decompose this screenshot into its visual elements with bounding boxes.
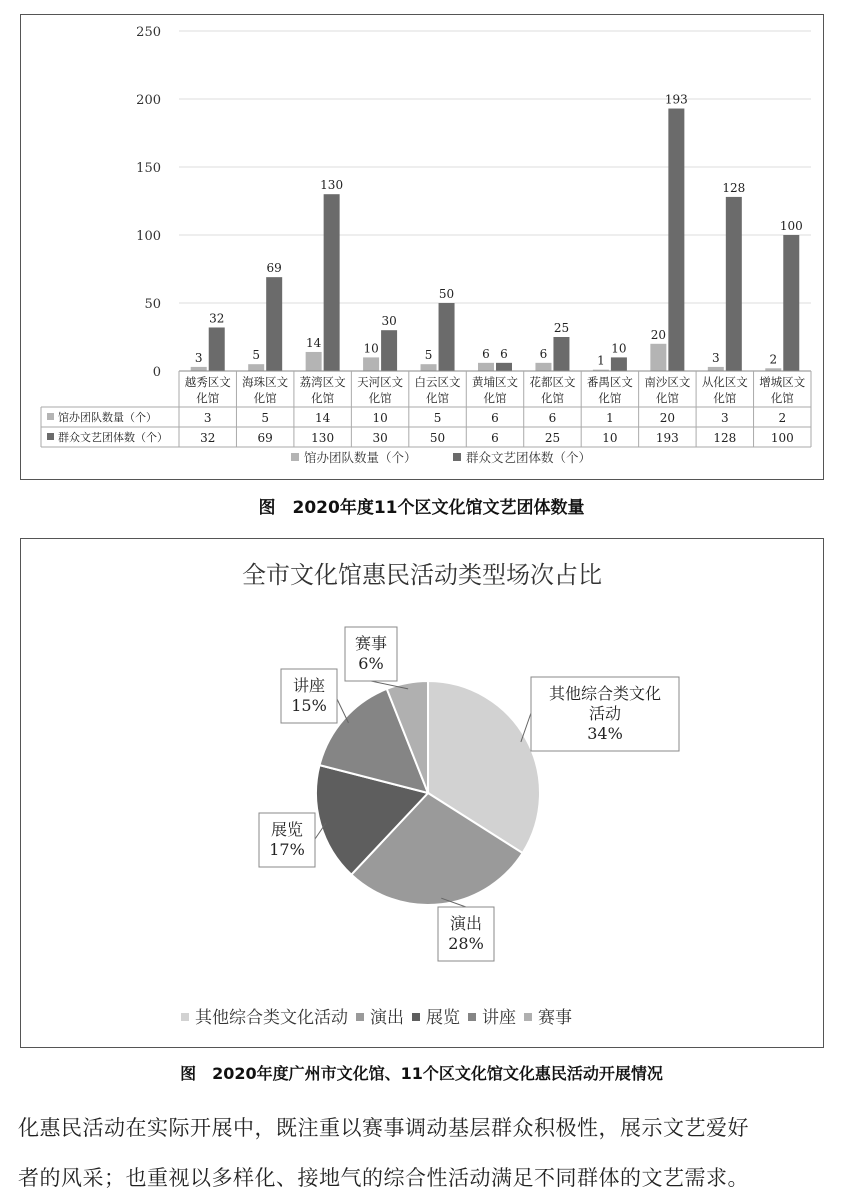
data-label: 5: [424, 348, 433, 363]
bar: [324, 194, 340, 371]
bar: [708, 367, 724, 371]
series-key-swatch: [47, 413, 54, 420]
bar: [381, 330, 397, 371]
pie-title: 全市文化馆惠民活动类型场次占比: [242, 561, 602, 589]
legend-entry: 其他综合类文化活动: [195, 1008, 348, 1028]
slice-percent-label: 17%: [269, 840, 305, 859]
category-label: 越秀区文: [184, 375, 231, 389]
slice-name-label: 讲座: [292, 676, 326, 695]
category-label: 荔湾区文: [299, 375, 346, 389]
category-label: 化馆: [426, 391, 450, 405]
table-cell: 2: [778, 411, 787, 425]
bar: [209, 327, 225, 371]
table-cell: 10: [602, 431, 618, 445]
table-cell: 30: [372, 431, 388, 445]
table-cell: 193: [655, 431, 679, 445]
category-label: 增城区文: [759, 375, 806, 389]
slice-percent-label: 6%: [358, 654, 384, 673]
pie-chart: [21, 539, 823, 1047]
data-label: 10: [611, 341, 627, 356]
bar: [611, 357, 627, 371]
bar-chart-caption: 图 2020年度11个区文化馆文艺团体数量: [258, 498, 585, 518]
bar-chart: [21, 15, 823, 479]
category-label: 化馆: [655, 391, 679, 405]
legend-swatch: [453, 453, 461, 461]
data-label: 128: [722, 180, 746, 195]
bar: [191, 367, 207, 371]
data-label: 130: [320, 178, 344, 193]
category-label: 海珠区文: [242, 375, 289, 389]
data-label: 30: [381, 314, 397, 329]
data-label: 69: [266, 261, 282, 276]
legend-entry: 演出: [370, 1008, 404, 1028]
slice-name-label: 演出: [449, 914, 483, 933]
data-label: 1: [597, 353, 605, 368]
table-cell: 25: [544, 431, 561, 445]
data-label: 25: [553, 321, 570, 335]
bar: [496, 363, 512, 371]
legend-entry: 赛事: [538, 1008, 572, 1028]
data-label: 6: [482, 346, 490, 361]
legend-swatch: [524, 1013, 532, 1021]
y-tick-label: 50: [144, 297, 161, 312]
data-label: 193: [664, 92, 688, 107]
category-label: 白云区文: [414, 375, 461, 389]
category-label: 花都区文: [529, 375, 576, 389]
category-label: 化馆: [483, 391, 507, 405]
legend-swatch: [356, 1013, 364, 1021]
table-cell: 6: [491, 411, 499, 425]
legend-entry: 讲座: [482, 1008, 516, 1028]
bar: [553, 337, 569, 371]
bar: [248, 364, 264, 371]
table-cell: 128: [713, 431, 737, 445]
bar: [421, 364, 437, 371]
data-label: 14: [305, 335, 322, 350]
y-tick-label: 200: [136, 93, 161, 108]
bar: [668, 109, 684, 371]
slice-percent-label: 34%: [587, 724, 623, 743]
table-cell: 50: [429, 431, 446, 445]
body-paragraph-line-1: 化惠民活动在实际开展中，既注重以赛事调动基层群众积极性，展示文艺爱好: [18, 1116, 749, 1140]
category-label: 南沙区文: [644, 375, 691, 389]
body-paragraph-line-2: 者的风采；也重视以多样化、接地气的综合性活动满足不同群体的文艺需求。: [18, 1166, 749, 1190]
y-tick-label: 250: [136, 25, 161, 40]
bar: [726, 197, 742, 371]
y-tick-label: 150: [136, 161, 161, 176]
data-label: 100: [779, 219, 803, 233]
slice-percent-label: 28%: [448, 934, 484, 953]
data-label: 10: [363, 341, 379, 356]
bar: [306, 352, 322, 371]
bar: [266, 277, 282, 371]
table-cell: 32: [200, 431, 216, 445]
category-label: 化馆: [253, 391, 277, 405]
table-cell: 14: [314, 411, 331, 425]
table-cell: 130: [311, 431, 335, 445]
data-label: 3: [194, 350, 203, 365]
data-label: 5: [252, 348, 261, 363]
table-cell: 6: [491, 431, 499, 445]
pie-chart-caption: 图 2020年度广州市文化馆、11个区文化馆文化惠民活动开展情况: [180, 1064, 663, 1083]
table-series-name: 群众文艺团体数（个）: [58, 431, 168, 444]
series-key-swatch: [47, 433, 54, 440]
category-label: 化馆: [598, 391, 622, 405]
slice-percent-label: 15%: [291, 696, 327, 715]
bar: [363, 357, 379, 371]
data-label: 6: [500, 346, 508, 361]
category-label: 化馆: [770, 391, 794, 405]
category-label: 化馆: [196, 391, 220, 405]
table-cell: 20: [659, 411, 676, 425]
data-label: 6: [539, 346, 548, 361]
legend-swatch: [412, 1013, 420, 1021]
table-cell: 100: [770, 431, 794, 445]
slice-name-label: 其他综合类文化: [548, 684, 662, 703]
table-cell: 1: [606, 411, 614, 425]
slice-name-label: 活动: [588, 704, 622, 723]
bar: [478, 363, 494, 371]
table-cell: 3: [203, 411, 212, 425]
legend-entry: 群众文艺团体数（个）: [466, 450, 592, 465]
table-cell: 5: [433, 411, 442, 425]
legend-swatch: [468, 1013, 476, 1021]
category-label: 化馆: [368, 391, 392, 405]
data-label: 32: [209, 311, 225, 326]
category-label: 天河区文: [357, 375, 404, 389]
legend-entry: 展览: [426, 1008, 460, 1028]
category-label: 黄埔区文: [472, 375, 518, 389]
category-label: 从化区文: [701, 375, 748, 389]
data-label: 20: [650, 327, 667, 342]
legend-swatch: [291, 453, 299, 461]
table-cell: 3: [720, 411, 729, 425]
table-cell: 6: [548, 411, 557, 425]
bar: [650, 344, 666, 371]
y-tick-label: 0: [152, 365, 161, 380]
slice-name-label: 展览: [270, 820, 304, 839]
table-series-name: 馆办团队数量（个）: [58, 411, 157, 424]
pie-chart-panel: [20, 538, 824, 1048]
data-label: 50: [438, 287, 455, 301]
slice-name-label: 赛事: [354, 634, 388, 653]
table-cell: 69: [257, 431, 273, 445]
y-tick-label: 100: [136, 229, 161, 244]
bar: [535, 363, 551, 371]
category-label: 番禺区文: [586, 375, 633, 389]
bar: [439, 303, 455, 371]
category-label: 化馆: [713, 391, 737, 405]
data-label: 3: [711, 350, 720, 365]
legend-entry: 馆办团队数量（个）: [304, 450, 417, 465]
category-label: 化馆: [540, 391, 564, 405]
bar-chart-panel: [20, 14, 824, 480]
bar: [783, 235, 799, 371]
category-label: 化馆: [311, 391, 335, 405]
table-cell: 5: [261, 411, 270, 425]
legend-swatch: [181, 1013, 189, 1021]
data-label: 2: [769, 352, 778, 367]
table-cell: 10: [372, 411, 388, 425]
